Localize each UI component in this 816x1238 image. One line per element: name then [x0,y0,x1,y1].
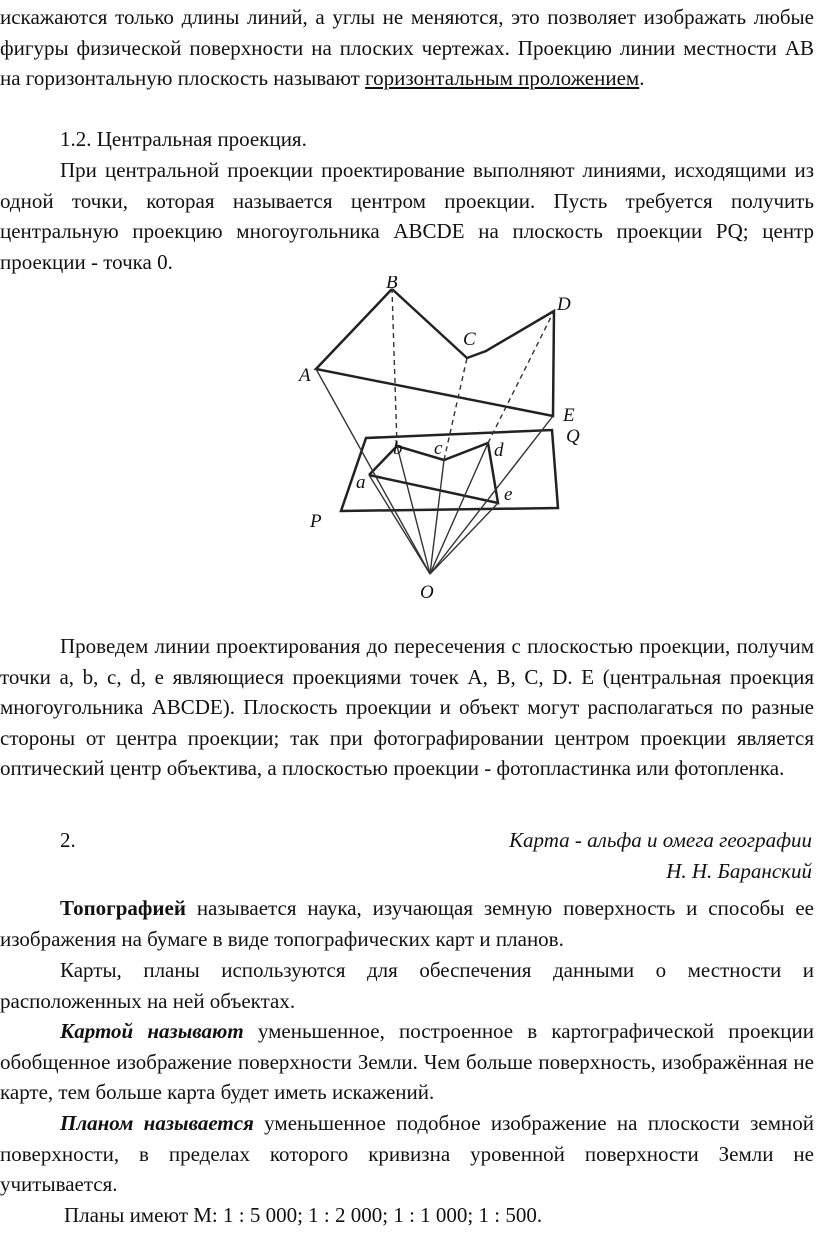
heading-central-projection: 1.2. Центральная проекция. [60,127,307,151]
label-Q: Q [566,426,580,447]
label-d: d [494,440,504,461]
term-plan: Планом называется [60,1111,254,1135]
label-b: b [393,438,403,459]
paragraph-projection-lines: Проведем линии проектирования до пересечения с плоскостью проекции, получим точки a, b, c, d, e являющиеся проекциями точек A, B, C, D. E (центральная проекция многоугольника ABCDE). Плоскость проекции и объект могут располагаться по разные стороны от центра проекции; так при фотографировании центром проекции является оптический центр объектива, а плоскостью проекции - фотопластинка или фотопленка. [0,634,814,780]
section-2-header [0,825,814,886]
paragraph-text: уменьшенное подобное изображение на плоскости земной поверхности, в пределах которого кривизна уровенной поверхности Земли не учитывается. [0,1111,814,1196]
label-C: C [463,329,476,350]
epigraph-author: Н. Н. Баранский [666,859,812,883]
central-projection-figure [286,276,616,616]
term-map: Картой называют [60,1019,244,1043]
paragraph-text: искажаются только длины линий, а углы не меняются, это позволяет изображать любые фигуры физической поверхности на плоских чертежах. Проекцию линии местности АВ на горизонтальную плоскость называют [0,5,814,90]
paragraph-end: . [639,66,645,90]
epigraph-quote: Карта - альфа и омега географии [509,828,812,852]
paragraph-maps-plans: Карты, планы используются для обеспечения данными о местности и расположенных на ней объектах. [0,958,814,1013]
label-D: D [557,294,571,315]
ray-A [316,369,430,574]
label-e: e [504,484,513,505]
section-number: 2. [60,828,76,852]
ray-e [430,503,498,574]
label-c: c [434,438,443,459]
ray-B-dashed [392,289,397,446]
label-a: a [356,472,366,493]
polygon-ABCDE [316,289,554,416]
label-P: P [310,511,322,532]
paragraph-orthographic [0,2,814,94]
projection-diagram [286,276,616,616]
term-horizontal-projection: горизонтальным проложением [365,66,640,90]
paragraph-plan-definition [0,1108,814,1200]
ray-C-dashed [444,358,467,460]
paragraph-scales: Планы имеют М: 1 : 5 000; 1 : 2 000; 1 : 1 000; 1 : 500. [64,1203,543,1227]
ray-a [369,475,430,574]
label-A: A [299,365,311,386]
paragraph-text: называется наука, изучающая земную поверхность и способы ее изображения на бумаге в виде топографических карт и планов. [0,896,814,951]
term-topography: Топографией [60,896,186,920]
paragraph-topography [0,893,814,954]
paragraph-central-projection: При центральной проекции проектирование выполняют линиями, исходящими из одной точки, которая называется центром проекции. Пусть требуется получить центральную проекцию многоугольника ABCDE на плоскость проекции PQ; центр проекции - точка 0. [0,158,814,274]
paragraph-text: уменьшенное, построенное в картографической проекции обобщенное изображение поверхности Земли. Чем больше поверхность, изображённая не карте, тем больше карта будет иметь искажений. [0,1019,814,1104]
label-B: B [386,276,398,293]
label-E: E [563,405,575,426]
paragraph-map-definition [0,1016,814,1108]
label-O: O [420,582,434,603]
